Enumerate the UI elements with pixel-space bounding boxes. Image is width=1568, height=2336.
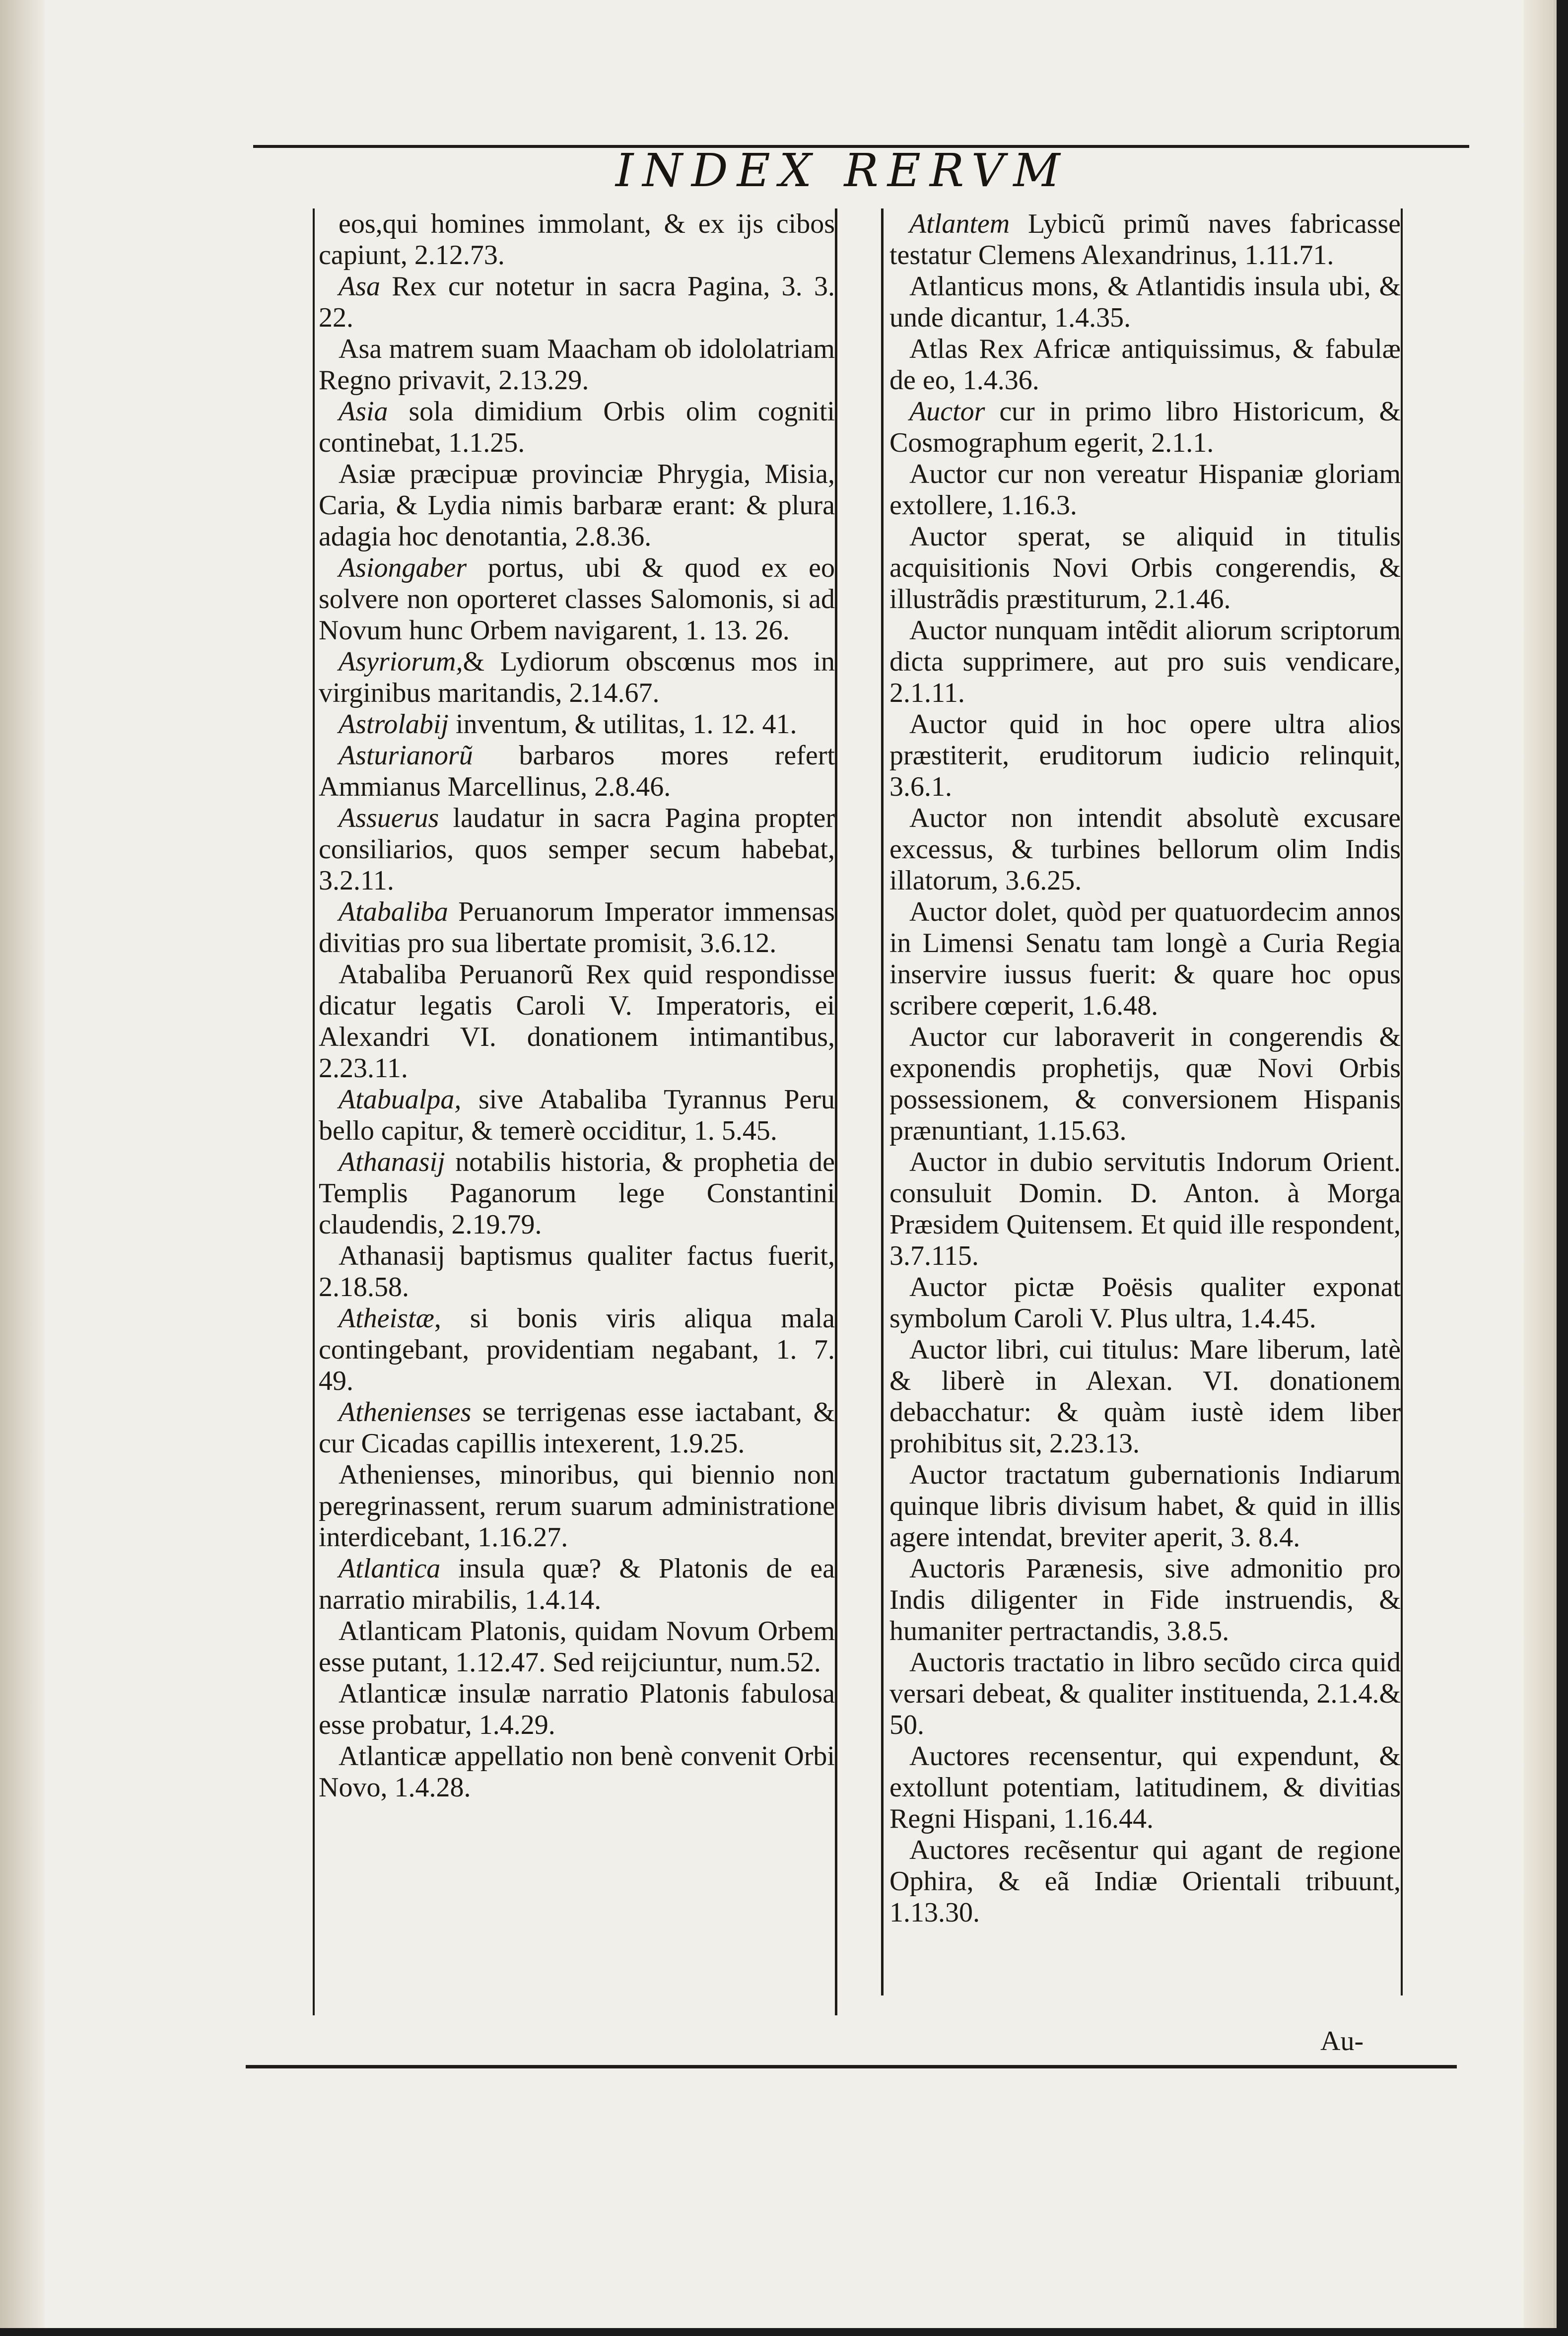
index-entry-text: Rex cur notetur in sacra Pagina, 3. 3. 22. [319,271,835,333]
index-entry-text: laudatur in sacra Pagina propter consiliarios, quos semper secum habebat, 3.2.11. [319,803,835,896]
index-entry [319,552,835,646]
index-entry [319,208,835,271]
index-entry [889,1334,1401,1459]
index-entry-text: Auctor libri, cui titulus: Mare liberum, latè & liberè in Alexan. VI. donationem debacchatur: & quàm iustè idem liber prohibitus sit, 2.23.13. [889,1334,1401,1459]
index-column-left [313,208,837,2015]
index-entry-text: Auctoris tractatio in libro secũdo circa quid versari debeat, & qualiter instituenda, 2.1.4.& 50. [889,1647,1401,1740]
index-entry [889,1647,1401,1741]
index-entry-text: Atlanticus mons, & Atlantidis insula ubi, & unde dicantur, 1.4.35. [889,271,1401,333]
index-entry [319,803,835,896]
index-entry-headword: Asia [339,396,388,427]
index-entry-text: Auctor cur non vereatur Hispaniæ gloriam extollere, 1.16.3. [889,459,1401,521]
index-entry-text: Auctor tractatum gubernationis Indiarum quinque libris divisum habet, & quid in illis agere intendat, breviter aperit, 3. 8.4. [889,1459,1401,1553]
index-entry-headword: Atlantica [339,1553,441,1584]
index-entry-headword: Astrolabij [339,709,449,740]
index-entry-text: Lybicũ primũ naves fabricasse testatur Clemens Alexandrinus, 1.11.71. [889,208,1401,271]
page-title: INDEX RERVM [615,144,1069,197]
index-entry-text: eos,qui homines immolant, & ex ijs cibos capiunt, 2.12.73. [319,208,835,271]
index-entry [319,271,835,334]
index-entry [889,1741,1401,1835]
index-entry-text: Peruanorum Imperator immensas divitias pro sua libertate promisit, 3.6.12. [319,896,835,959]
index-entry [319,396,835,459]
index-entry [319,646,835,709]
index-entry [319,740,835,803]
index-entry-text: Athenienses, minoribus, qui biennio non peregrinassent, rerum suarum administratione interdicebant, 1.16.27. [319,1459,835,1553]
index-entry [889,896,1401,1022]
index-entry [889,709,1401,803]
index-column-right [881,208,1403,1995]
index-entry [319,1678,835,1741]
index-entry-text: Atabaliba Peruanorũ Rex quid respondisse dicatur legatis Caroli V. Imperatoris, ei Alexandri VI. donationem intimantibus, 2.23.11. [319,959,835,1084]
index-entry-text: Asa matrem suam Maacham ob idololatriam Regno privavit, 2.13.29. [319,334,835,396]
index-entry [889,271,1401,334]
index-entry-text: & Lydiorum obscœnus mos in virginibus maritandis, 2.14.67. [319,646,835,708]
index-entry-text: Auctoris Parænesis, sive admonitio pro Indis diligenter in Fide instruendis, & humaniter pertractandis, 3.8.5. [889,1553,1401,1647]
index-entry [889,521,1401,615]
index-entry-headword: Assuerus [339,803,439,833]
index-entry [319,1741,835,1803]
index-entry-headword: Athanasij [339,1147,445,1177]
index-entry [319,1553,835,1616]
index-entry-text: notabilis historia, & prophetia de Templis Paganorum lege Constantini claudendis, 2.19.79. [319,1147,835,1240]
index-entry [319,1084,835,1147]
index-entry-text: Auctor cur laboraverit in congerendis & exponendis prophetijs, quæ Novi Orbis possessionem, & conversionem Hispanis prænuntiant, 1.15.63. [889,1022,1401,1146]
index-entry-text: Atlanticæ appellatio non benè convenit Orbi Novo, 1.4.28. [319,1741,835,1803]
index-entry-text: Auctores recensentur, qui expendunt, & extollunt potentiam, latitudinem, & divitias Regni Hispani, 1.16.44. [889,1741,1401,1834]
index-entry [319,459,835,552]
index-entry-text: Auctor sperat, se aliquid in titulis acquisitionis Novi Orbis congerendis, & illustrãdis præstiturum, 2.1.46. [889,521,1401,615]
index-entry-text: sive Atabaliba Tyrannus Peru bello capitur, & temerè occiditur, 1. 5.45. [319,1084,835,1146]
catchword: Au- [1320,2026,1364,2057]
page-gutter [0,0,45,2328]
index-entry [319,959,835,1084]
index-entry-text: Auctor non intendit absolutè excusare excessus, & turbines bellorum olim Indis illatorum, 3.6.25. [889,803,1401,896]
index-entry [889,1147,1401,1272]
index-entry-headword: Atabualpa, [339,1084,462,1115]
index-entry-headword: Asiongaber [339,552,467,583]
index-entry-text: barbaros mores refert Ammianus Marcellinus, 2.8.46. [319,740,835,802]
index-entry [889,334,1401,396]
index-entry [889,1459,1401,1553]
index-entry-headword: Athenienses [339,1397,472,1428]
index-entry-text: Atlanticam Platonis, quidam Novum Orbem esse putant, 1.12.47. Sed reijciuntur, num.52. [319,1616,835,1678]
index-entry [889,208,1401,271]
index-entry-headword: Atabaliba [339,896,448,927]
index-entry [889,615,1401,709]
index-entry-text: inventum, & utilitas, 1. 12. 41. [448,709,797,740]
index-entry-text: Athanasij baptismus qualiter factus fuerit, 2.18.58. [319,1240,835,1303]
index-entry [319,709,835,740]
index-entry [889,1272,1401,1334]
index-entry [319,896,835,959]
index-entry-text: Auctor in dubio servitutis Indorum Orient. consuluit Domin. D. Anton. à Morga Præsidem Quitensem. Et quid ille respondent, 3.7.115. [889,1147,1401,1271]
page-edge [1524,0,1554,2328]
index-entry-headword: Atlantem [909,208,1010,239]
index-entry [889,1553,1401,1647]
index-entry-text: Auctor pictæ Poësis qualiter exponat symbolum Caroli V. Plus ultra, 1.4.45. [889,1272,1401,1334]
index-entry [889,1835,1401,1928]
index-entry-text: Auctor dolet, quòd per quatuordecim annos in Limensi Senatu tam longè a Curia Regia inservire iussus fuerit: & quare hoc opus scribere cœperit, 1.6.48. [889,896,1401,1021]
index-entry [319,1459,835,1553]
index-entry-text: Auctores recẽsentur qui agant de regione Ophira, & eã Indiæ Orientali tribuunt, 1.13.30. [889,1835,1401,1928]
index-entry-text: Atlas Rex Africæ antiquissimus, & fabulæ de eo, 1.4.36. [889,334,1401,396]
index-entry [889,459,1401,521]
index-entry [319,334,835,396]
index-entry-text: Atlanticæ insulæ narratio Platonis fabulosa esse probatur, 1.4.29. [319,1678,835,1740]
index-entry-text: cur in primo libro Historicum, & Cosmographum egerit, 2.1.1. [889,396,1401,458]
index-entry [889,803,1401,896]
index-entry-headword: Asa [339,271,380,302]
index-entry-text: Asiæ præcipuæ provinciæ Phrygia, Misia, Caria, & Lydia nimis barbaræ erant: & plura adagia hoc denotantia, 2.8.36. [319,459,835,552]
index-entry-text: insula quæ? & Platonis de ea narratio mirabilis, 1.4.14. [319,1553,835,1615]
index-entry [319,1240,835,1303]
index-entry [889,1022,1401,1147]
index-entry-headword: Atheistæ [339,1303,434,1334]
index-entry [319,1616,835,1678]
index-entry [319,1147,835,1240]
index-entry [319,1303,835,1397]
bottom-rule [246,2065,1457,2068]
index-entry-text: portus, ubi & quod ex eo solvere non oporteret classes Salomonis, si ad Novum hunc Orbem navigarent, 1. 13. 26. [319,552,835,646]
index-entry-text: , si bonis viris aliqua mala contingebant, providentiam negabant, 1. 7. 49. [319,1303,835,1396]
index-entry-text: Auctor nunquam intẽdit aliorum scriptorum dicta supprimere, aut pro suis vendicare, 2.1.11. [889,615,1401,708]
index-entry-text: sola dimidium Orbis olim cogniti continebat, 1.1.25. [319,396,835,458]
index-entry-text: se terrigenas esse iactabant, & cur Cicadas capillis intexerent, 1.9.25. [319,1397,835,1459]
index-entry-headword: Asyriorum, [339,646,463,677]
index-entry-text: Auctor quid in hoc opere ultra alios præstiterit, eruditorum iudicio relinquit, 3.6.1. [889,709,1401,802]
index-entry [889,396,1401,459]
index-entry-headword: Asturianorũ [339,740,473,771]
index-entry [319,1397,835,1459]
index-entry-headword: Auctor [909,396,985,427]
